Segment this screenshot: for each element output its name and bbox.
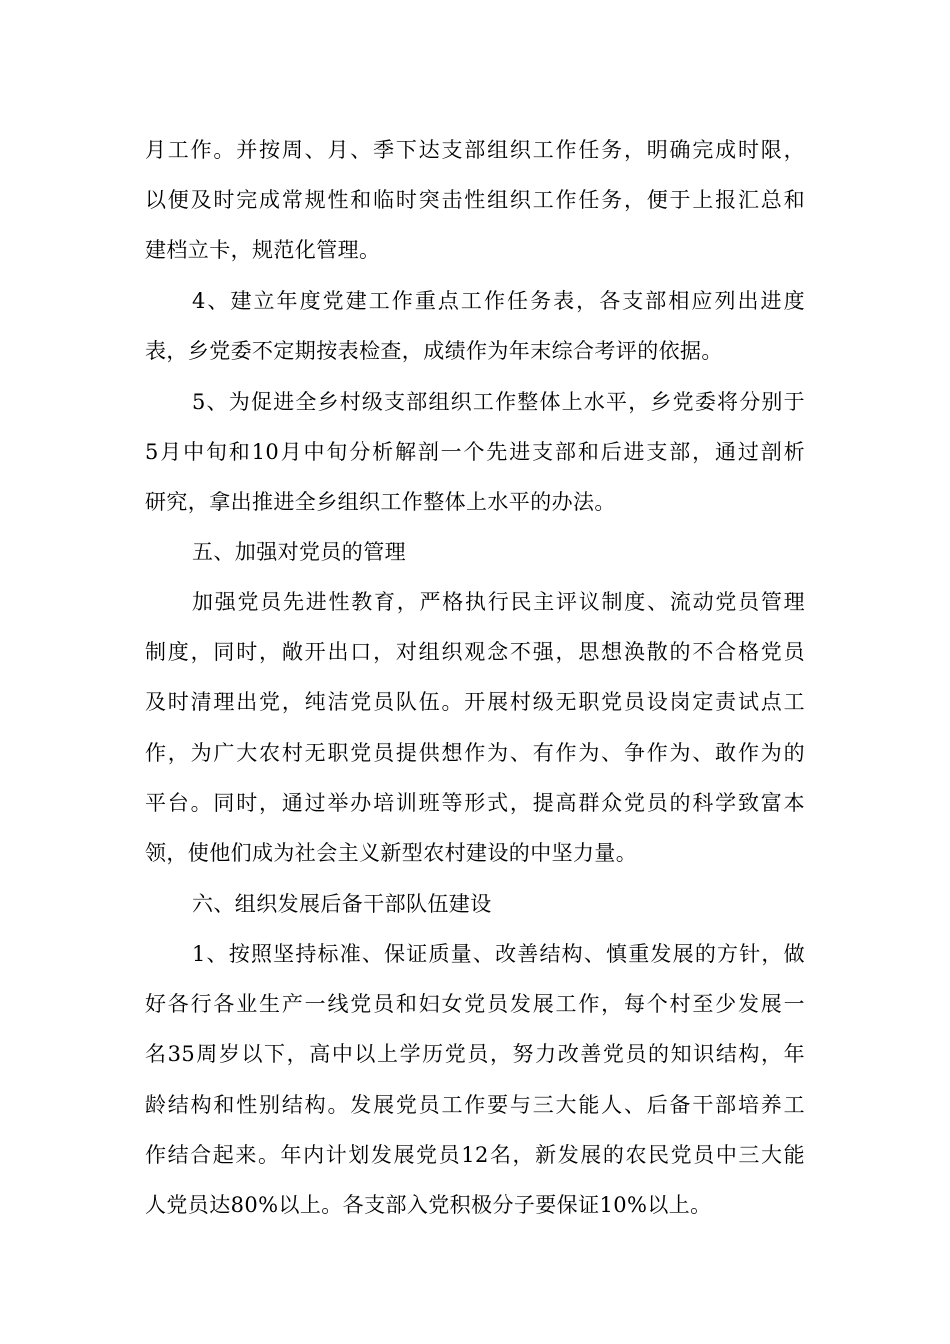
text-line: 5月中旬和10月中旬分析解剖一个先进支部和后进支部，通过剖析: [145, 440, 805, 464]
text-line: 5、为促进全乡村级支部组织工作整体上水平，乡党委将分别于: [192, 390, 805, 414]
text-line: 好各行各业生产一线党员和妇女党员发展工作，每个村至少发展一: [145, 992, 805, 1016]
text-line: 领，使他们成为社会主义新型农村建设的中坚力量。: [145, 841, 638, 865]
section-heading: 六、组织发展后备干部队伍建设: [192, 892, 492, 916]
text-line: 1、按照坚持标准、保证质量、改善结构、慎重发展的方针，做: [192, 942, 805, 966]
text-line: 平台。同时，通过举办培训班等形式，提高群众党员的科学致富本: [145, 791, 805, 815]
text-line: 4、建立年度党建工作重点工作任务表，各支部相应列出进度: [192, 289, 805, 313]
text-line: 作结合起来。年内计划发展党员12名，新发展的农民党员中三大能: [145, 1143, 805, 1167]
text-line: 表，乡党委不定期按表检查，成绩作为年末综合考评的依据。: [145, 339, 723, 363]
text-line: 以便及时完成常规性和临时突击性组织工作任务，便于上报汇总和: [145, 188, 805, 212]
section-heading: 五、加强对党员的管理: [192, 540, 406, 564]
text-line: 作，为广大农村无职党员提供想作为、有作为、争作为、敢作为的: [145, 741, 805, 765]
text-line: 名35周岁以下，高中以上学历党员，努力改善党员的知识结构，年: [145, 1042, 805, 1066]
text-line: 制度，同时，敞开出口，对组织观念不强，思想涣散的不合格党员: [145, 640, 805, 664]
text-line: 研究，拿出推进全乡组织工作整体上水平的办法。: [145, 490, 616, 514]
text-line: 人党员达80%以上。各支部入党积极分子要保证10%以上。: [145, 1193, 712, 1217]
text-line: 建档立卡，规范化管理。: [145, 238, 381, 262]
text-line: 月工作。并按周、月、季下达支部组织工作任务，明确完成时限，: [145, 138, 805, 162]
text-line: 龄结构和性别结构。发展党员工作要与三大能人、后备干部培养工: [145, 1093, 805, 1117]
text-line: 加强党员先进性教育，严格执行民主评议制度、流动党员管理: [192, 590, 805, 614]
text-line: 及时清理出党，纯洁党员队伍。开展村级无职党员设岗定责试点工: [145, 690, 805, 714]
